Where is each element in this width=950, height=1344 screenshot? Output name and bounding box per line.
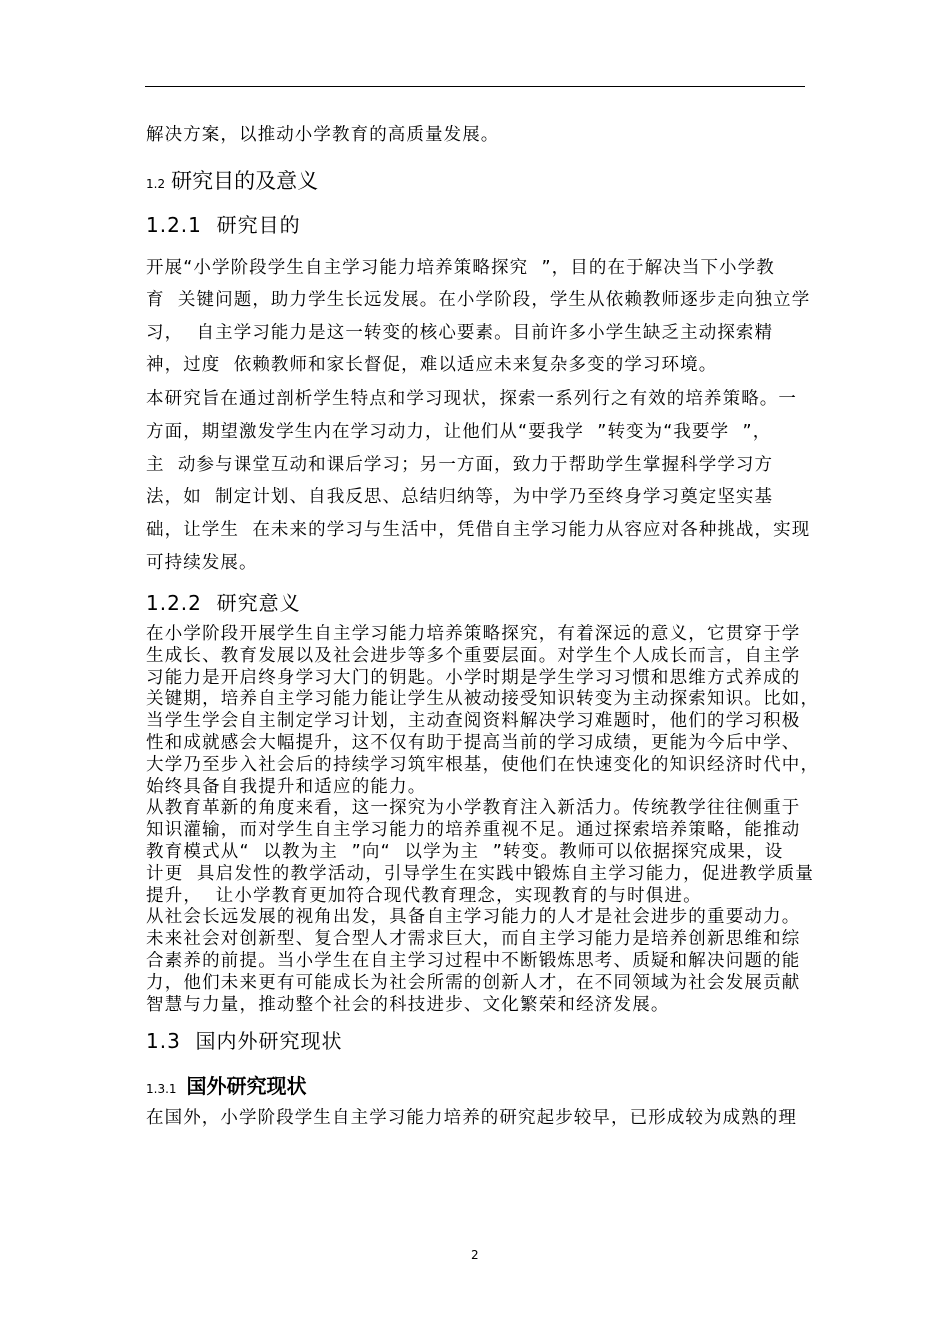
section-heading-1-2-2: 1.2.2 研究意义 — [146, 591, 301, 615]
text-line: 习， 自主学习能力是这一转变的核心要素。目前许多小学生缺乏主动探索精 — [146, 322, 774, 343]
text-line: 习能力是开启终身学习大门的钥匙。小学时期是学生学习习惯和思维方式养成的 — [146, 667, 801, 688]
text-line: 计更 具启发性的教学活动，引导学生在实践中锻炼自主学习能力，促进教学质量 — [146, 863, 815, 884]
section-heading-1-2 — [146, 165, 318, 195]
section-number: 1.2 — [146, 177, 166, 191]
text-line: 从教育革新的角度来看，这一探究为小学教育注入新活力。传统教学往往侧重于 — [146, 798, 801, 819]
text-line: 方面，期望激发学生内在学习动力，让他们从“要我学 ”转变为“我要学 ”， — [146, 421, 772, 442]
text-line: 神，过度 依赖教师和家长督促，难以适应未来复杂多变的学习环境。 — [146, 354, 718, 375]
text-line: 力，他们未来更有可能成长为社会所需的创新人才，在不同领域为社会发展贡献 — [146, 972, 801, 993]
text-line: 未来社会对创新型、复合型人才需求巨大，而自主学习能力是培养创新思维和综 — [146, 929, 801, 950]
text-line: 开展“小学阶段学生自主学习能力培养策略探究 ”，目的在于解决当下小学教 — [146, 258, 775, 278]
text-line: 教育模式从“ 以教为主 ”向“ 以学为主 ”转变。教师可以依据探究成果，设 — [146, 842, 784, 862]
header-rule — [145, 86, 805, 87]
intro-line: 解决方案，以推动小学教育的高质量发展。 — [146, 125, 500, 145]
text-line: 础，让学生 在未来的学习与生活中，凭借自主学习能力从容应对各种挑战，实现 — [146, 520, 811, 541]
text-line: 关键期，培养自主学习能力能让学生从被动接受知识转变为主动探索知识。比如， — [146, 689, 820, 710]
page-number: 2 — [471, 1248, 479, 1262]
text-line: 在小学阶段开展学生自主学习能力培养策略探究，有着深远的意义，它贯穿于学 — [146, 624, 801, 644]
text-line: 大学乃至步入社会后的持续学习筑牢根基，使他们在快速变化的知识经济时代中， — [146, 754, 820, 775]
text-line: 性和成就感会大幅提升，这不仅有助于提高当前的学习成绩，更能为今后中学、 — [146, 733, 801, 753]
text-line: 从社会长远发展的视角出发，具备自主学习能力的人才是社会进步的重要动力。 — [146, 907, 801, 928]
text-line: 生成长、教育发展以及社会进步等多个重要层面。对学生个人成长而言，自主学 — [146, 645, 801, 666]
text-line: 在国外，小学阶段学生自主学习能力培养的研究起步较早，已形成较为成熟的理 — [146, 1108, 797, 1128]
text-line: 合素养的前提。当小学生在自主学习过程中不断锻炼思考、质疑和解决问题的能 — [146, 951, 801, 971]
text-line: 智慧与力量，推动整个社会的科技进步、文化繁荣和经济发展。 — [146, 994, 670, 1015]
text-line: 主 动参与课堂互动和课后学习；另一方面，致力于帮助学生掌握科学学习方 — [146, 454, 774, 475]
text-line: 知识灌输，而对学生自主学习能力的培养重视不足。通过探索培养策略，能推动 — [146, 820, 801, 841]
text-line: 可持续发展。 — [146, 553, 258, 573]
text-line: 始终具备自我提升和适应的能力。 — [146, 776, 427, 797]
text-line: 育 关键问题，助力学生长远发展。在小学阶段，学生从依赖教师逐步走向独立学 — [146, 290, 811, 311]
section-heading-1-3-1 — [146, 1070, 307, 1099]
section-title: 国外研究现状 — [186, 1074, 307, 1098]
text-line: 提升， 让小学教育更加符合现代教育理念，实现教育的与时俱进。 — [146, 885, 702, 906]
text-line: 当学生学会自主制定学习计划，主动查阅资料解决学习难题时，他们的学习积极 — [146, 711, 801, 732]
text-line: 法，如 制定计划、自我反思、总结归纳等，为中学乃至终身学习奠定坚实基 — [146, 487, 774, 508]
section-heading-1-3: 1.3 国内外研究现状 — [146, 1029, 343, 1053]
section-heading-1-2-1: 1.2.1 研究目的 — [146, 213, 301, 237]
section-title: 研究目的及意义 — [171, 169, 319, 193]
section-number: 1.3.1 — [146, 1082, 177, 1096]
text-line: 本研究旨在通过剖析学生特点和学习现状，探索一系列行之有效的培养策略。一 — [146, 389, 797, 409]
